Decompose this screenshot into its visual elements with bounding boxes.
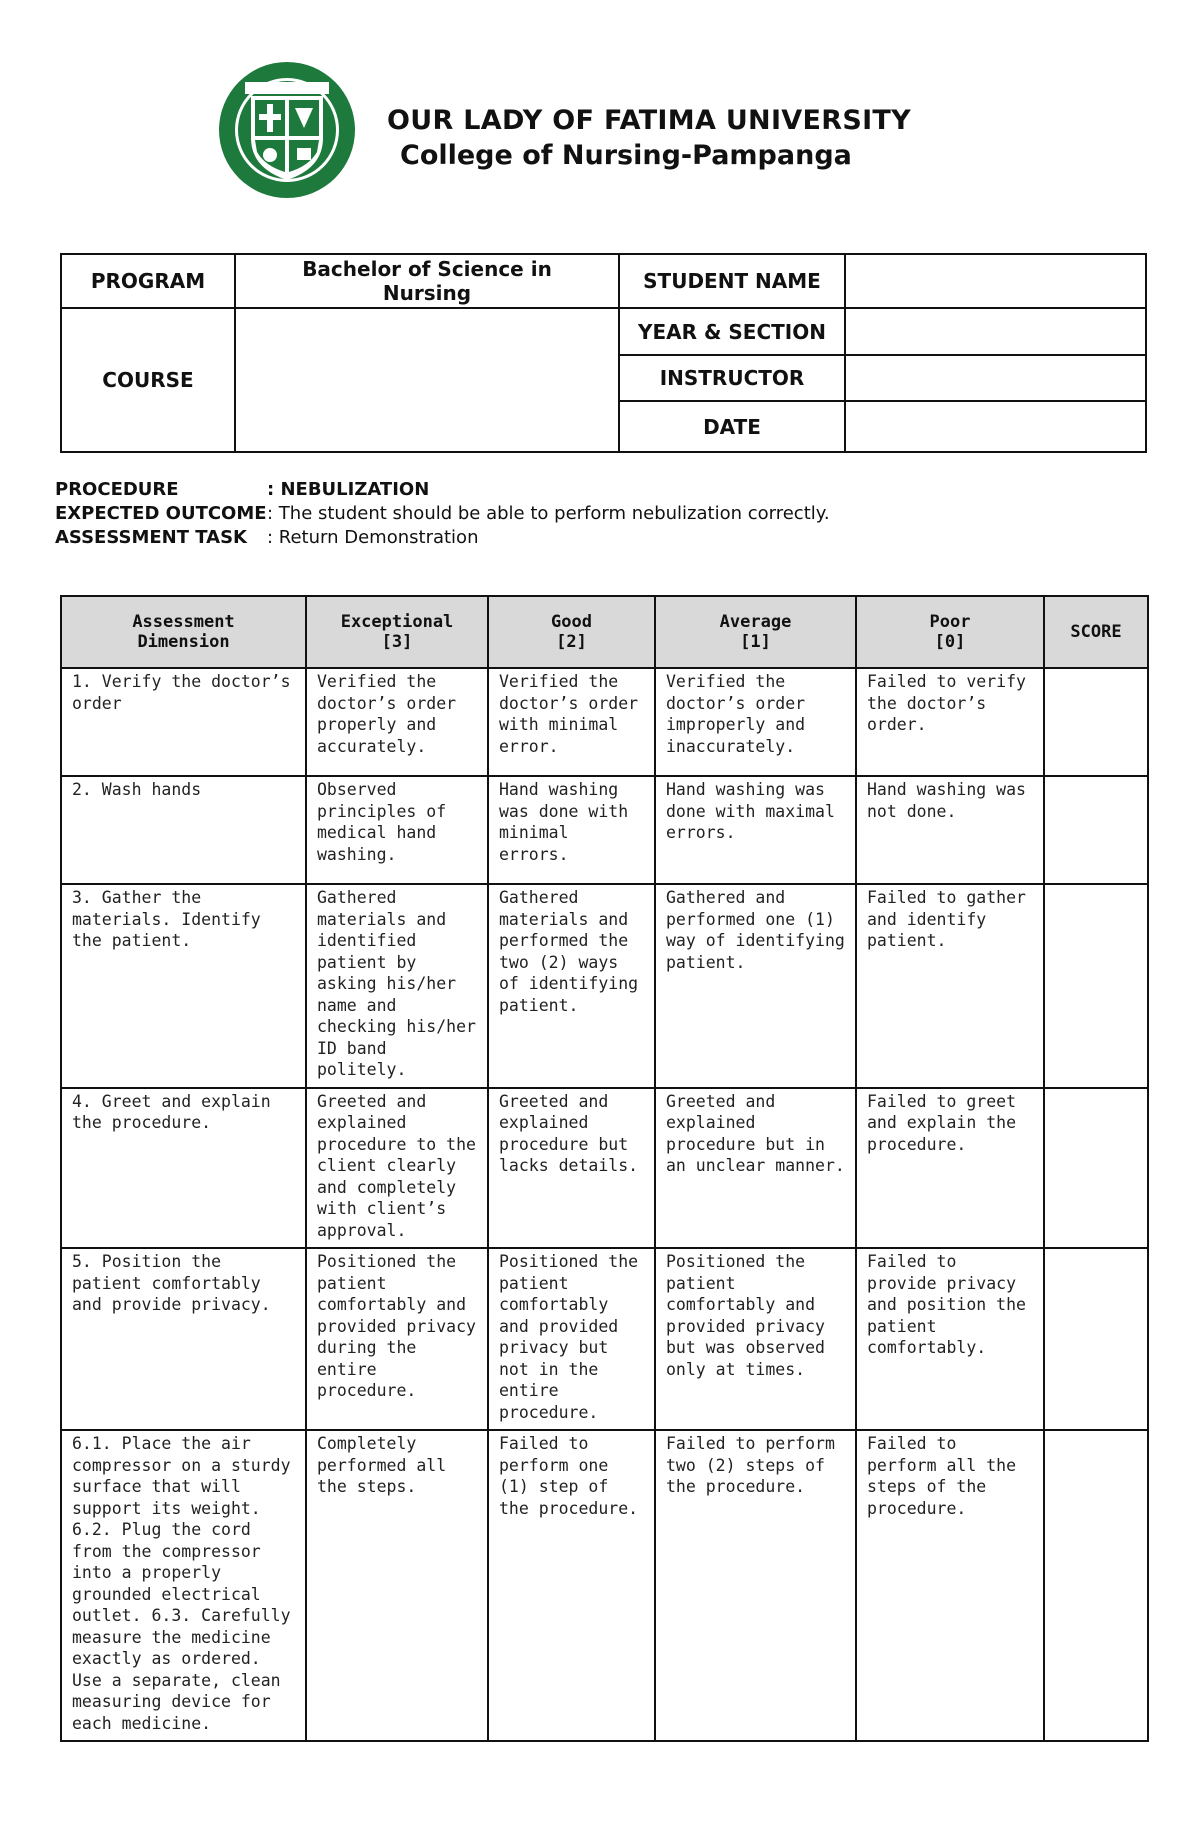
exceptional-cell: Verified the doctor’s order properly and accurately. [306,668,488,776]
university-seal-icon [205,60,369,200]
average-cell: Gathered and performed one (1) way of identifying patient. [655,884,856,1088]
table-row [61,884,1148,1088]
procedure-value: : NEBULIZATION [267,479,430,500]
average-cell: Hand washing was done with maximal errors. [655,776,856,884]
course-field[interactable] [235,308,619,452]
dimension-cell: 6.1. Place the air compressor on a sturdy surface that will support its weight. 6.2. Plug the cord from the compressor into a properly grounded electrical outlet. 6.3. Carefully measure the medicine exactly as ordered. Use a separate, clean measuring device for each medicine. [61,1430,306,1741]
dimension-cell: 1. Verify the doctor’s order [61,668,306,776]
table-row [61,776,1148,884]
good-cell: Hand washing was done with minimal errors. [488,776,655,884]
year-section-label: YEAR & SECTION [619,308,845,355]
dimension-cell: 5. Position the patient comfortably and provide privacy. [61,1248,306,1430]
procedure-block [55,478,830,550]
table-row [61,1248,1148,1430]
exceptional-cell: Completely performed all the steps. [306,1430,488,1741]
instructor-label: INSTRUCTOR [619,355,845,401]
header-average: Average [1] [655,596,856,668]
date-label: DATE [619,401,845,452]
table-row [61,1430,1148,1741]
rubric-header-row [61,596,1148,668]
header-dimension: Assessment Dimension [61,596,306,668]
exceptional-cell: Greeted and explained procedure to the client clearly and completely with client’s approval. [306,1088,488,1249]
student-name-label: STUDENT NAME [619,254,845,308]
header-exceptional: Exceptional [3] [306,596,488,668]
dimension-cell: 4. Greet and explain the procedure. [61,1088,306,1249]
score-cell[interactable] [1044,1430,1148,1741]
student-info-table [60,253,1147,453]
header-poor: Poor [0] [856,596,1044,668]
good-cell: Gathered materials and performed the two (2) ways of identifying patient. [488,884,655,1088]
poor-cell: Failed to gather and identify patient. [856,884,1044,1088]
procedure-label: PROCEDURE [55,479,179,500]
expected-outcome-value: : The student should be able to perform nebulization correctly. [267,503,830,524]
average-cell: Verified the doctor’s order improperly and inaccurately. [655,668,856,776]
poor-cell: Hand washing was not done. [856,776,1044,884]
score-cell[interactable] [1044,668,1148,776]
score-cell[interactable] [1044,1088,1148,1249]
header-good: Good [2] [488,596,655,668]
poor-cell: Failed to greet and explain the procedure. [856,1088,1044,1249]
score-cell[interactable] [1044,776,1148,884]
poor-cell: Failed to verify the doctor’s order. [856,668,1044,776]
score-cell[interactable] [1044,1248,1148,1430]
student-name-field[interactable] [845,254,1146,308]
instructor-field[interactable] [845,355,1146,401]
date-field[interactable] [845,401,1146,452]
assessment-task-label: ASSESSMENT TASK [55,527,248,548]
table-row [61,668,1148,776]
good-cell: Failed to perform one (1) step of the procedure. [488,1430,655,1741]
document-header [205,60,911,200]
table-row [61,1088,1148,1249]
average-cell: Failed to perform two (2) steps of the procedure. [655,1430,856,1741]
average-cell: Positioned the patient comfortably and provided privacy but was observed only at times. [655,1248,856,1430]
header-score: SCORE [1044,596,1148,668]
good-cell: Greeted and explained procedure but lacks details. [488,1088,655,1249]
exceptional-cell: Observed principles of medical hand washing. [306,776,488,884]
dimension-cell: 3. Gather the materials. Identify the patient. [61,884,306,1088]
good-cell: Verified the doctor’s order with minimal error. [488,668,655,776]
year-section-field[interactable] [845,308,1146,355]
average-cell: Greeted and explained procedure but in an unclear manner. [655,1088,856,1249]
college-name: College of Nursing-Pampanga [400,140,852,171]
program-label: PROGRAM [61,254,235,308]
poor-cell: Failed to perform all the steps of the procedure. [856,1430,1044,1741]
exceptional-cell: Gathered materials and identified patient by asking his/her name and checking his/her ID band politely. [306,884,488,1088]
exceptional-cell: Positioned the patient comfortably and provided privacy during the entire procedure. [306,1248,488,1430]
good-cell: Positioned the patient comfortably and provided privacy but not in the entire procedure. [488,1248,655,1430]
rubric-table [60,595,1149,1742]
poor-cell: Failed to provide privacy and position the patient comfortably. [856,1248,1044,1430]
score-cell[interactable] [1044,884,1148,1088]
university-name: OUR LADY OF FATIMA UNIVERSITY [387,105,911,136]
program-value: Bachelor of Science in Nursing [235,254,619,308]
expected-outcome-label: EXPECTED OUTCOME [55,503,267,524]
dimension-cell: 2. Wash hands [61,776,306,884]
course-label: COURSE [61,308,235,452]
assessment-task-value: : Return Demonstration [267,527,479,548]
